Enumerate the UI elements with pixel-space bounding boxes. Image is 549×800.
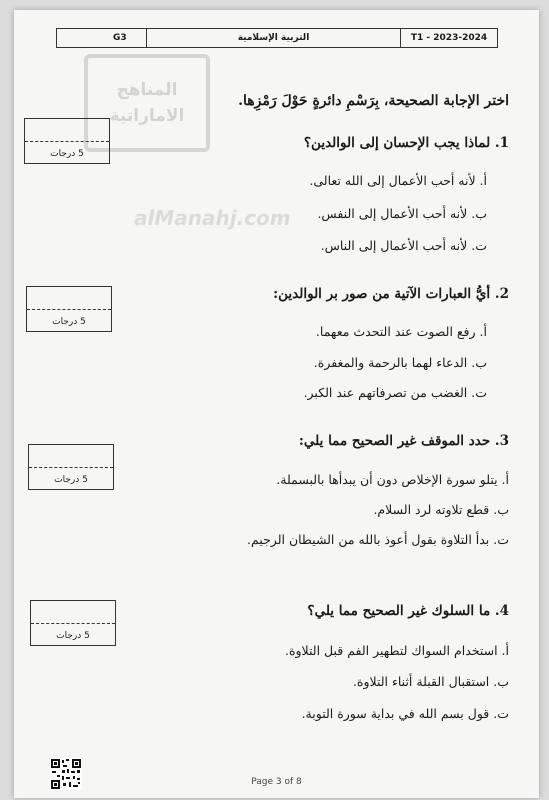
score-divider [25,141,109,142]
option-q4-c: ت. قول بسم الله في بداية سورة التوبة. [301,706,509,721]
page-header [56,28,498,48]
question-3 [299,433,509,449]
option-q2-a: أ. رفع الصوت عند التحدث معهما. [315,324,487,339]
option-q1-a: أ. لأنه أحب الأعمال إلى الله تعالى. [309,173,487,188]
option-q3-b: ب. قطع تلاوته لرد السلام. [373,502,509,517]
exam-page [14,10,539,798]
option-q1-b: ب. لأنه أحب الأعمال إلى النفس. [317,206,487,221]
score-box-q3 [28,444,114,490]
option-q3-c: ت. بدأ التلاوة بقول أعوذ بالله من الشيطان الرجيم. [247,532,509,547]
question-text: ما السلوك غير الصحيح مما يلي؟ [307,603,491,619]
option-q1-c: ت. لأنه أحب الأعمال إلى الناس. [320,238,487,253]
option-q2-c: ت. الغضب من تصرفاتهم عند الكبر. [303,385,487,400]
instruction-text: اختر الإجابة الصحيحة، بِرَسْمِ دائرةٍ حَوْلَ رَمْزِها. [238,93,509,109]
question-text: أيُّ العبارات الآتية من صور بر الوالدين: [273,286,491,302]
option-q4-b: ب. استقبال القبلة أثناء التلاوة. [352,674,509,689]
question-4 [307,603,509,619]
score-divider [31,623,115,624]
question-number: 3. [494,433,509,449]
score-label: 5 درجات [52,317,86,327]
watermark-line-1: المناهج [116,80,178,100]
score-divider [29,467,113,468]
score-divider [27,309,111,310]
watermark-url: alManahj.com [134,206,291,230]
question-text: حدد الموقف غير الصحيح مما يلي: [298,433,491,449]
score-label: 5 درجات [50,149,84,159]
score-box-q1 [24,118,110,164]
score-box-q4 [30,600,116,646]
watermark-line-2: الاماراتية [109,106,185,126]
question-number: 4. [494,603,509,619]
question-2 [273,286,509,302]
question-text: لماذا يجب الإحسان إلى الوالدين؟ [303,135,491,151]
page-footer: Page 3 of 8 [251,777,302,787]
option-q3-a: أ. يتلو سورة الإخلاص دون أن يبدأها بالبسملة. [276,472,509,487]
question-number: 2. [494,286,509,302]
subject-title: التربية الإسلامية [147,29,401,47]
question-number: 1. [494,135,509,151]
score-label: 5 درجات [54,475,88,485]
grade-label: G3 [57,29,147,47]
option-q4-a: أ. استخدام السواك لتطهير الفم قبل التلاوة. [285,643,509,658]
option-q2-b: ب. الدعاء لهما بالرحمة والمغفرة. [313,355,487,370]
question-1 [304,135,509,151]
term-label: T1 - 2023-2024 [410,33,488,43]
score-label: 5 درجات [56,631,90,641]
score-box-q2 [26,286,112,332]
